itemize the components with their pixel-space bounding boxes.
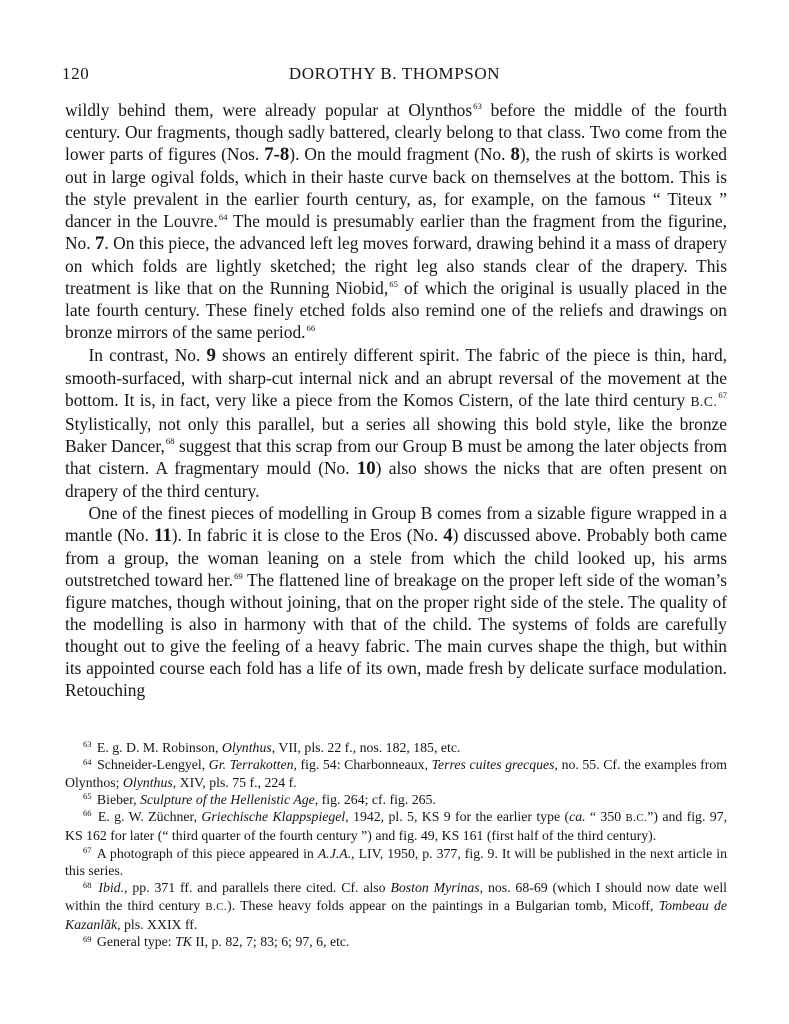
running-head-author: DOROTHY B. THOMPSON [288,64,501,83]
footnote-67: $^{67}$ A photograph of this piece appeared in A.J.A., LIV, 1950, p. 377, fig. 9. It will be published in the next article in this series. [65,845,727,879]
paragraph-3: One of the finest pieces of modelling in Group B comes from a sizable figure wrapped in a mantle (No. 11). In fabric it is close to the Eros (No. 4) discussed above. Probably both came from a group, the woman leaning on a stele from which the child looked up, his arms outstretched toward her.$^{69}$ The flattened line of breakage on the proper left side of the woman’s figure matches, though without joining, that on the proper right side of the stele. The quality of the modelling is also in harmony with that of the child. The systems of folds are carefully thought out to give the feeling of a heavy fabric. The main curves shape the thigh, but within its appointed course each fold has a life of its own, made fresh by delicate surface modulation. Retouching [65,502,727,701]
body-text [65,99,727,701]
footnote-ref-64[interactable]: 64 [218,211,228,222]
footnote-ref-66[interactable]: 66 [306,323,316,334]
footnote-64: $^{64}$ Schneider-Lengyel, Gr. Terrakotten, fig. 54: Charbonneaux, Terres cuites grecques, no. 55. Cf. the examples from Olynthos; Olynthus, XIV, pls. 75 f., 224 f. [65,756,727,790]
footnote-ref-69[interactable]: 69 [234,570,243,581]
footnote-68: $^{68}$ Ibid., pp. 371 ff. and parallels there cited. Cf. also Boston Myrinas, nos. 68-69 (which I should now date well within the third century B.C.). These heavy folds appear on the paintings in a Bulgarian tomb, Micoff, Tombeau de Kazanlăk, pls. XXIX ff. [65,879,728,932]
running-head [62,64,727,86]
footnote-ref-65[interactable]: 65 [389,278,398,289]
footnote-63: $^{63}$ E. g. D. M. Robinson, Olynthus, VII, pls. 22 f., nos. 182, 185, etc. [82,739,461,755]
paragraph-1: wildly behind them, were already popular at Olynthos$^{63}$ before the middle of the fourth century. Our fragments, though sadly battered, clearly belong to that class. Two come from the lower parts of figures (Nos. 7-8). On the mould fragment (No. 8), the rush of skirts is worked out in large ogival folds, which in their haste curve back on themselves at the bottom. This is the style prevalent in the earlier fourth century, as, for example, on the famous “ Titeux ” dancer in the Louvre.$^{64}$ The mould is presumably earlier than the fragment from the figurine, No. 7. On this piece, the advanced left leg moves forward, drawing behind it a mass of drapery on which folds are lightly sketched; the right leg also stands clear of the drapery. This treatment is like that on the Running Niobid,$^{65}$ of which the original is usually placed in the late fourth century. These finely etched folds also remind one of the reliefs and drawings on bronze mirrors of the same period.$^{66}$ [65,100,728,343]
footnote-ref-67[interactable]: 67 [718,390,727,401]
paragraph-2: In contrast, No. 9 shows an entirely different spirit. The fabric of the piece is thin, hard, smooth-surfaced, with sharp-cut internal nick and an abrupt reversal of the movement at the bottom. It is, in fact, very like a piece from the Komos Cistern, of the late third century B.C.$^{67}$ Stylistically, not only this parallel, but a series all showing this bold style, like the bronze Baker Dancer,$^{68}$ suggest that this scrap from our Group B must be among the later objects from that cistern. A fragmentary mould (No. 10) also shows the nicks that are often present on drapery of the third century. [65,344,727,501]
footnote-65: $^{65}$ Bieber, Sculpture of the Hellenistic Age, fig. 264; cf. fig. 265. [82,791,436,807]
footnotes [65,739,727,951]
footnote-ref-68[interactable]: 68 [165,436,175,447]
footnote-69: $^{69}$ General type: TK II, p. 82, 7; 83; 6; 97, 6, etc. [82,933,350,950]
footnote-66: $^{66}$ E. g. W. Züchner, Griechische Klappspiegel, 1942, pl. 5, KS 9 for the earlier type (ca. “ 350 B.C.”) and fig. 97, KS 162 for later (“ third quarter of the fourth century ”) and fig. 49, KS 161 (first half of the third century). [65,808,728,844]
page-number: 120 [62,64,90,83]
footnote-ref-63[interactable]: 63 [473,100,482,111]
